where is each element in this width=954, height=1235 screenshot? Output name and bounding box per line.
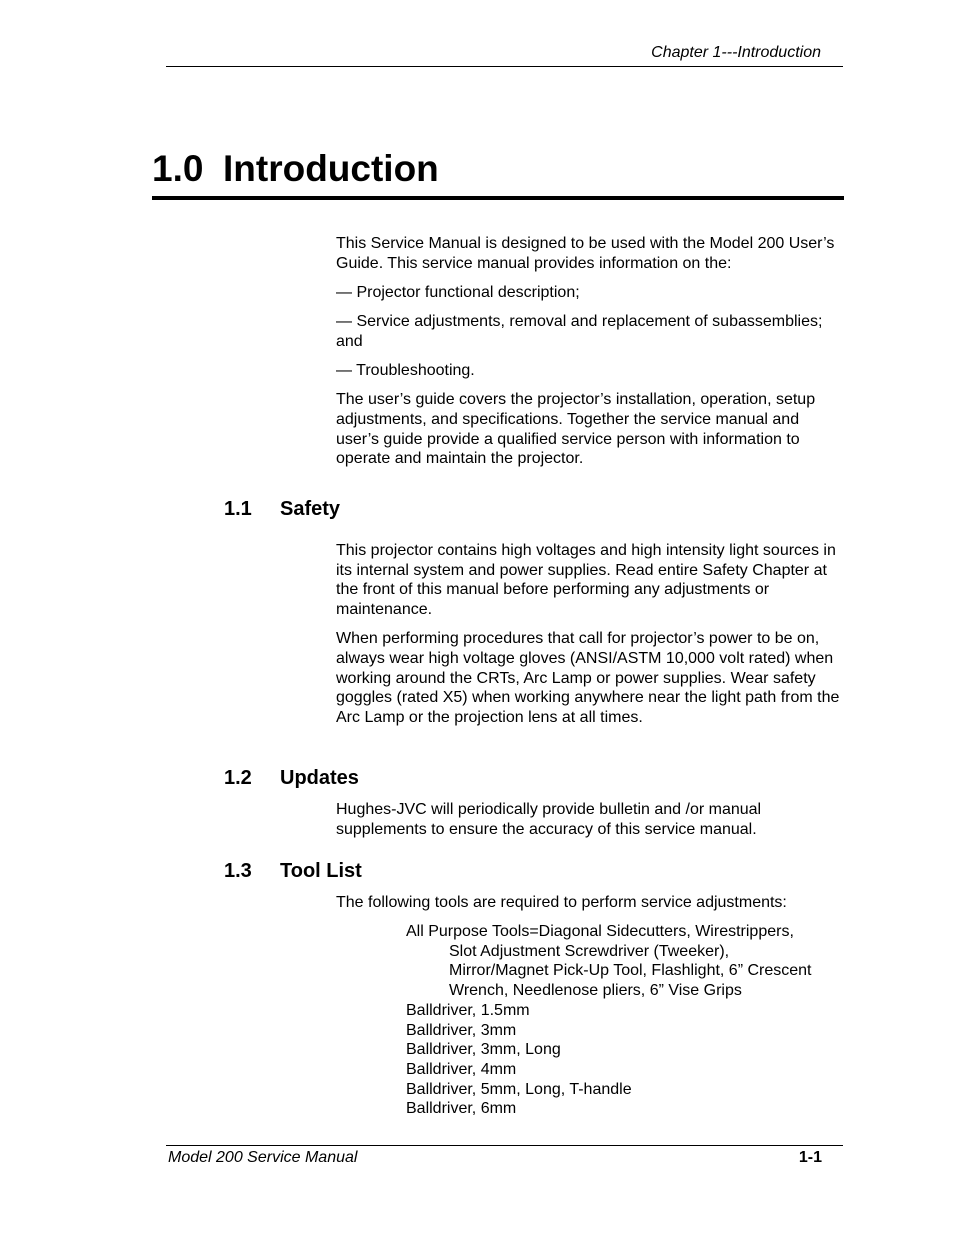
safety-section	[336, 541, 841, 737]
chapter-heading	[152, 147, 844, 200]
footer-page-number: 1-1	[798, 1149, 822, 1166]
safety-paragraph-2: When performing procedures that call for projector’s power to be on, always wear high voltage gloves (ANSI/ASTM 10,000 volt rated) when working around the CRTs, Arc Lamp or power supplies. Wear safety goggles (rated X5) when working anywhere near the light path from the Arc Lamp or the projection lens at all times.	[336, 630, 840, 727]
section-title: Tool List	[280, 860, 362, 882]
safety-paragraph-1: This projector contains high voltages and high intensity light sources in its internal system and power supplies. Read entire Safety Chapter at the front of this manual before performing any adjustments or maintenance.	[336, 542, 836, 619]
page-footer	[166, 1145, 843, 1166]
intro-paragraph-1: This Service Manual is designed to be used with the Model 200 User’s Guide. This service manual provides information on the:	[336, 235, 835, 272]
intro-section	[336, 234, 841, 479]
tool-list-item: Balldriver, 4mm	[406, 1060, 517, 1078]
section-number: 1.1	[224, 498, 252, 520]
tool-list-item-continued: Mirror/Magnet Pick-Up Tool, Flashlight, 6” Crescent	[449, 962, 812, 980]
tool-list-item: Balldriver, 3mm	[406, 1021, 517, 1039]
updates-section	[336, 800, 841, 849]
section-heading-safety	[224, 498, 340, 521]
tool-list-item: All Purpose Tools=Diagonal Sidecutters, Wirestrippers,	[406, 923, 794, 940]
intro-bullet-3: — Troubleshooting.	[336, 362, 475, 380]
section-title: Updates	[280, 767, 359, 789]
section-number: 1.2	[224, 767, 252, 789]
tool-list-item: Balldriver, 6mm	[406, 1100, 517, 1118]
chapter-number: 1.0	[152, 148, 204, 189]
tool-list-item: Balldriver, 3mm, Long	[406, 1041, 561, 1059]
tool-list	[406, 922, 846, 1119]
section-heading-updates	[224, 767, 359, 790]
page-header	[166, 44, 843, 67]
tools-intro: The following tools are required to perform service adjustments:	[336, 894, 787, 911]
tool-list-item: Balldriver, 1.5mm	[406, 1001, 530, 1019]
tools-intro-block	[336, 893, 841, 922]
tool-list-item-continued: Slot Adjustment Screwdriver (Tweeker),	[449, 942, 730, 960]
intro-bullet-1: — Projector functional description;	[336, 283, 580, 301]
intro-paragraph-2: The user’s guide covers the projector’s installation, operation, setup adjustments, and specifications. Together the service manual and user’s guide provide a qualified service person with information to operate and maintain the projector.	[336, 391, 816, 468]
chapter-title: Introduction	[223, 148, 439, 189]
intro-bullet-2: — Service adjustments, removal and replacement of subassemblies; and	[336, 313, 823, 350]
updates-paragraph: Hughes-JVC will periodically provide bulletin and /or manual supplements to ensure the accuracy of this service manual.	[336, 801, 762, 838]
section-heading-tool-list	[224, 860, 362, 883]
tool-list-item-continued: Wrench, Needlenose pliers, 6” Vise Grips	[449, 982, 742, 1000]
tool-list-item: Balldriver, 5mm, Long, T-handle	[406, 1080, 632, 1098]
footer-manual-title: Model 200 Service Manual	[168, 1149, 358, 1166]
section-number: 1.3	[224, 860, 252, 882]
header-chapter-title: Chapter 1---Introduction	[651, 44, 821, 61]
section-title: Safety	[280, 498, 341, 520]
